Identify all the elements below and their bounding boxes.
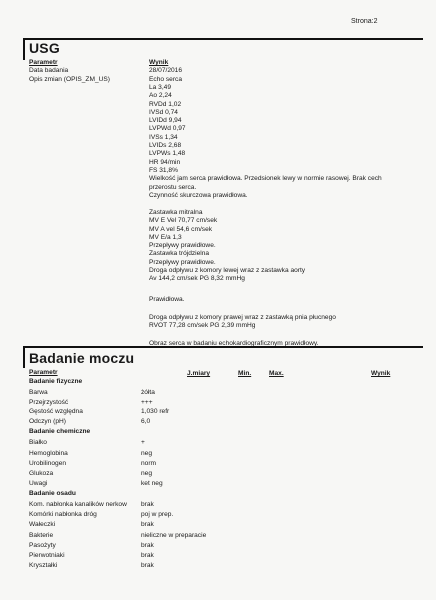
- usg-description-block-4: [149, 314, 336, 331]
- urine-header-result: Wynik: [371, 370, 391, 377]
- usg-desc-line: Wielkość jam serca prawidłowa. Przedsionek lewy w normie rasowej. Brak cech: [149, 175, 382, 183]
- urine-value: ket neg: [141, 480, 163, 487]
- urine-section-title: Badanie moczu: [29, 350, 135, 366]
- usg-section-frame: [23, 38, 423, 60]
- urine-header-unit: J.miary: [187, 370, 211, 377]
- urine-param: Uwagi: [29, 480, 48, 487]
- urine-param: Białko: [29, 439, 47, 446]
- urine-param: Barwa: [29, 389, 48, 396]
- usg-desc-line: MV E Vel 70,77 cm/sek: [149, 217, 218, 225]
- usg-value-description: Echo serca: [149, 76, 182, 83]
- urine-param: Pasożyty: [29, 542, 56, 549]
- urine-param: Przejrzystość: [29, 399, 69, 406]
- usg-param-date: Data badania: [29, 67, 69, 74]
- urine-value: brak: [141, 562, 154, 569]
- urine-param: Hemoglobina: [29, 450, 68, 457]
- urine-value: brak: [141, 552, 154, 559]
- urine-value: 6,0: [141, 418, 151, 425]
- usg-desc-line: MV A vel 54,6 cm/sek: [149, 225, 213, 233]
- urine-param: Glukoza: [29, 470, 54, 477]
- urine-param: Komórki nabłonka dróg: [29, 511, 97, 518]
- urine-value: neg: [141, 470, 153, 477]
- urine-param: Urobilinogen: [29, 460, 67, 467]
- usg-desc-line: Przepływy prawidłowe.: [149, 258, 216, 266]
- usg-description-block-1: [149, 84, 382, 200]
- urine-param: Odczyn (pH): [29, 418, 67, 425]
- usg-value-date: 28/07/2016: [149, 67, 183, 74]
- urine-value: +: [141, 439, 145, 446]
- usg-desc-line: Av 144,2 cm/sek PG 8,32 mmHg: [149, 275, 245, 283]
- urine-value: 1,030 refr: [141, 408, 170, 415]
- urine-group-chemical: Badanie chemiczne: [29, 428, 91, 435]
- page-number: Strona:2: [351, 18, 378, 25]
- urine-param: Bakterie: [29, 532, 54, 539]
- urine-group-physical: Badanie fizyczne: [29, 378, 83, 385]
- urine-header-max: Max.: [269, 370, 284, 377]
- usg-desc-line: RVOT 77,28 cm/sek PG 2,39 mmHg: [149, 322, 256, 330]
- usg-desc-line: LVIDd 9,94: [149, 117, 182, 125]
- usg-desc-line: RVDd 1,02: [149, 100, 182, 108]
- usg-desc-line: IVSs 1,34: [149, 133, 178, 141]
- usg-desc-line: FS 31,8%: [149, 166, 178, 174]
- urine-param: Kom. nabłonka kanalików nerkow: [29, 501, 127, 508]
- urine-value: +++: [141, 399, 153, 406]
- usg-desc-line: LVIDs 2,68: [149, 142, 182, 150]
- urine-header-min: Min.: [238, 370, 252, 377]
- usg-desc-line: HR 94/min: [149, 158, 181, 166]
- usg-desc-line: La 3,49: [149, 84, 171, 91]
- usg-desc-line: Przepływy prawidłowe.: [149, 242, 216, 250]
- usg-desc-line: Prawidłowa.: [149, 296, 185, 303]
- usg-desc-line: IVSd 0,74: [149, 108, 178, 116]
- urine-param: Wałeczki: [29, 521, 56, 528]
- urine-value: brak: [141, 521, 154, 528]
- urine-param: Gęstość względna: [29, 408, 83, 415]
- usg-desc-line: Zastawka mitralna: [149, 209, 203, 216]
- usg-desc-line: przerostu serca.: [149, 183, 197, 191]
- usg-desc-line: Ao 2,24: [149, 92, 172, 100]
- urine-param: Pierwotniaki: [29, 552, 65, 559]
- urine-group-sediment: Badanie osadu: [29, 490, 76, 497]
- usg-description-block-2: [149, 209, 305, 284]
- urine-value: brak: [141, 542, 154, 549]
- usg-desc-line: Czynność skurczowa prawidłowa.: [149, 191, 248, 199]
- urine-value: żółta: [141, 389, 155, 396]
- usg-desc-line: Obraz serca w badaniu echokardiograficznym prawidłowy.: [149, 340, 319, 347]
- urine-value: nieliczne w preparacie: [141, 532, 207, 539]
- urine-header-param: Parametr: [29, 369, 58, 376]
- usg-desc-line: Zastawka trójdzielna: [149, 250, 210, 258]
- usg-header-result: Wynik: [149, 59, 169, 66]
- urine-value: poj w prep.: [141, 511, 174, 518]
- urine-value: brak: [141, 501, 154, 508]
- urine-value: norm: [141, 460, 157, 467]
- usg-section-title: USG: [29, 40, 60, 56]
- usg-desc-line: Droga odpływu z komory prawej wraz z zastawką pnia płucnego: [149, 314, 336, 321]
- usg-desc-line: LVPWs 1,48: [149, 150, 186, 158]
- usg-header-param: Parametr: [29, 59, 58, 66]
- usg-desc-line: Droga odpływu z komory lewej wraz z zastawka aorty: [149, 267, 306, 275]
- usg-desc-line: MV E/a 1,3: [149, 233, 182, 241]
- usg-desc-line: LVPWd 0,97: [149, 125, 186, 133]
- usg-param-description: Opis zmian (OPIS_ZM_US): [29, 76, 110, 83]
- urine-param: Kryształki: [29, 562, 58, 569]
- urine-value: neg: [141, 450, 153, 457]
